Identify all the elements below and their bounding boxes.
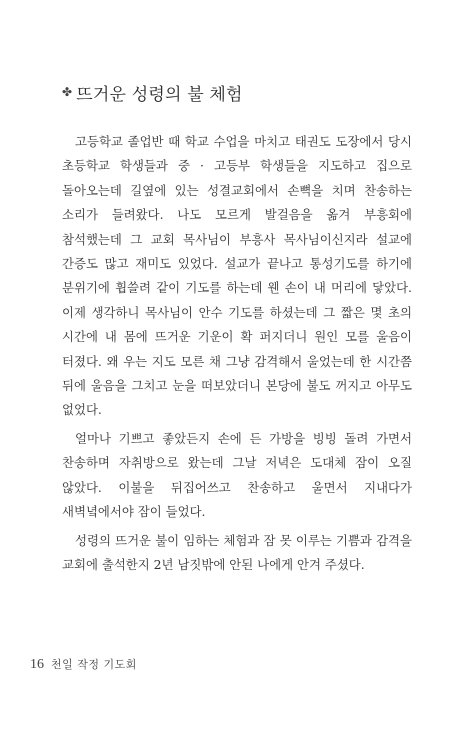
paragraph: 성령의 뜨거운 불이 임하는 체험과 잠 못 이루는 기쁨과 감격을 교회에 출석한지 2년 남짓밖에 안된 나에게 안겨 주셨다.	[62, 532, 412, 572]
section-heading	[62, 80, 243, 105]
paragraph: 고등학교 졸업반 때 학교 수업을 마치고 태권도 도장에서 당시 초등학교 학생들과 중 · 고등부 학생들을 지도하고 집으로 돌아오는데 길옆에 있는 성결교회에서 손뼉을 치며 찬송하는 소리가 들려왔다. 나도 모르게 발걸음을 옮겨 부흥회에 참석했는데 그 교회 목사님이 부흥사 목사님이신지라 설교에 간증도 많고 재미도 있었다. 설교가 끝나고 통성기도를 하기에 분위기에 휩쓸려 같이 기도를 하는데 웬 손이 내 머리에 닿았다. 이제 생각하니 목사님이 안수 기도를 하셨는데 그 짧은 몇 초의 시간에 내 몸에 뜨거운 기운이 확 퍼지더니 원인 모를 울음이 터졌다. 왜 우는 지도 모른 채 그냥 감격해서 울었는데 한 시간쯤 뒤에 울음을 그치고 눈을 떠보았더니 본당에 불도 꺼지고 아무도 없었다.	[62, 134, 412, 418]
flower-bullet-icon: ✤	[62, 84, 73, 99]
page-number: 16	[30, 657, 44, 672]
page-footer	[30, 656, 137, 673]
body-text	[62, 130, 412, 581]
paragraph: 얼마나 기쁘고 좋았든지 손에 든 가방을 빙빙 돌려 가면서 찬송하며 자취방으로 왔는데 그날 저녁은 도대체 잠이 오질 않았다. 이불을 뒤집어쓰고 찬송하고 울면서 지내다가 새벽녘에서야 잠이 들었다.	[62, 430, 412, 520]
section-title: 뜨거운 성령의 불 체험	[76, 85, 243, 105]
running-title: 천일 작정 기도회	[51, 658, 137, 671]
